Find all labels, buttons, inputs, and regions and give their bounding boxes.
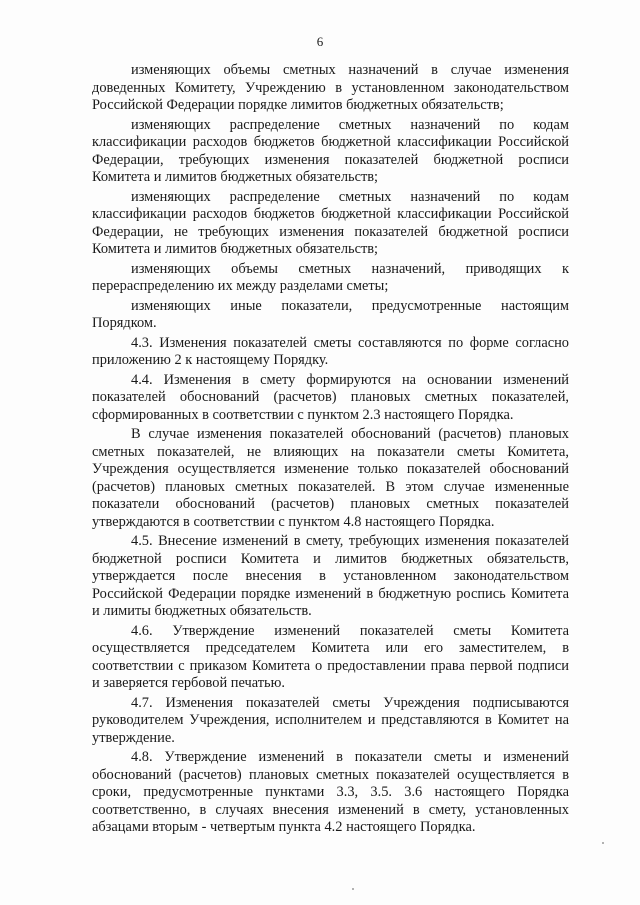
page-number: 6 (316, 34, 324, 49)
paragraph-4-4: 4.4. Изменения в смету формируются на основании изменений показателей обоснований (расчетов) плановых сметных показателей, сформированных в соответствии с пунктом 2.3 настоящего Порядка. (92, 371, 569, 423)
document-body (92, 62, 569, 839)
paragraph-4-5: 4.5. Внесение изменений в смету, требующих изменения показателей бюджетной росписи Комитета и лимитов бюджетных обязательств, утверждается после внесения в установленном законодательством Российской Федерации порядке изменений в бюджетную роспись Комитета и лимиты бюджетных обязательств. (92, 533, 569, 619)
paragraph-4-6: 4.6. Утверждение изменений показателей сметы Комитета осуществляется председателем Комитета или его заместителем, в соответствии с приказом Комитета о предоставлении права первой подписи и заверяется гербовой печатью. (92, 622, 569, 691)
paragraph: изменяющих объемы сметных назначений, приводящих к перераспределению их между разделами сметы; (92, 260, 569, 294)
paragraph: изменяющих иные показатели, предусмотренные настоящим Порядком. (92, 297, 569, 331)
paragraph: изменяющих объемы сметных назначений в случае изменения доведенных Комитету, Учреждению в установленном законодательством Российской Федерации порядке лимитов бюджетных обязательств; (92, 62, 569, 113)
paragraph-4-3: 4.3. Изменения показателей сметы составляются по форме согласно приложению 2 к настоящему Порядку. (92, 334, 569, 368)
paragraph-4-8: 4.8. Утверждение изменений в показатели сметы и изменений обоснований (расчетов) плановых сметных показателей осуществляется в сроки, предусмотренные пунктами 3.3, 3.5. 3.6 настоящего Порядка соответственно, в случаях внесения изменений в смету, установленных абзацами вторым - четвертым пункта 4.2 настоящего Порядка. (92, 749, 569, 835)
paragraph: изменяющих распределение сметных назначений по кодам классификации расходов бюджетов бюджетной классификации Российской Федерации, требующих изменения показателей бюджетной росписи Комитета и лимитов бюджетных обязательств; (92, 116, 569, 185)
paragraph: В случае изменения показателей обоснований (расчетов) плановых сметных показателей, не влияющих на показатели сметы Комитета, Учреждения осуществляется изменение только показателей обоснований (расчетов) плановых сметных показателей. В этом случае измененные показатели обоснований (расчетов) плановых сметных показателей утверждаются в соответствии с пунктом 4.8 настоящего Порядка. (92, 426, 569, 530)
scan-speck (352, 888, 354, 890)
scan-speck (602, 842, 604, 844)
paragraph: изменяющих распределение сметных назначений по кодам классификации расходов бюджетов бюджетной классификации Российской Федерации, не требующих изменения показателей бюджетной росписи Комитета и лимитов бюджетных обязательств; (92, 188, 569, 257)
paragraph-4-7: 4.7. Изменения показателей сметы Учреждения подписываются руководителем Учреждения, исполнителем и представляются в Комитет на утверждение. (92, 694, 569, 746)
